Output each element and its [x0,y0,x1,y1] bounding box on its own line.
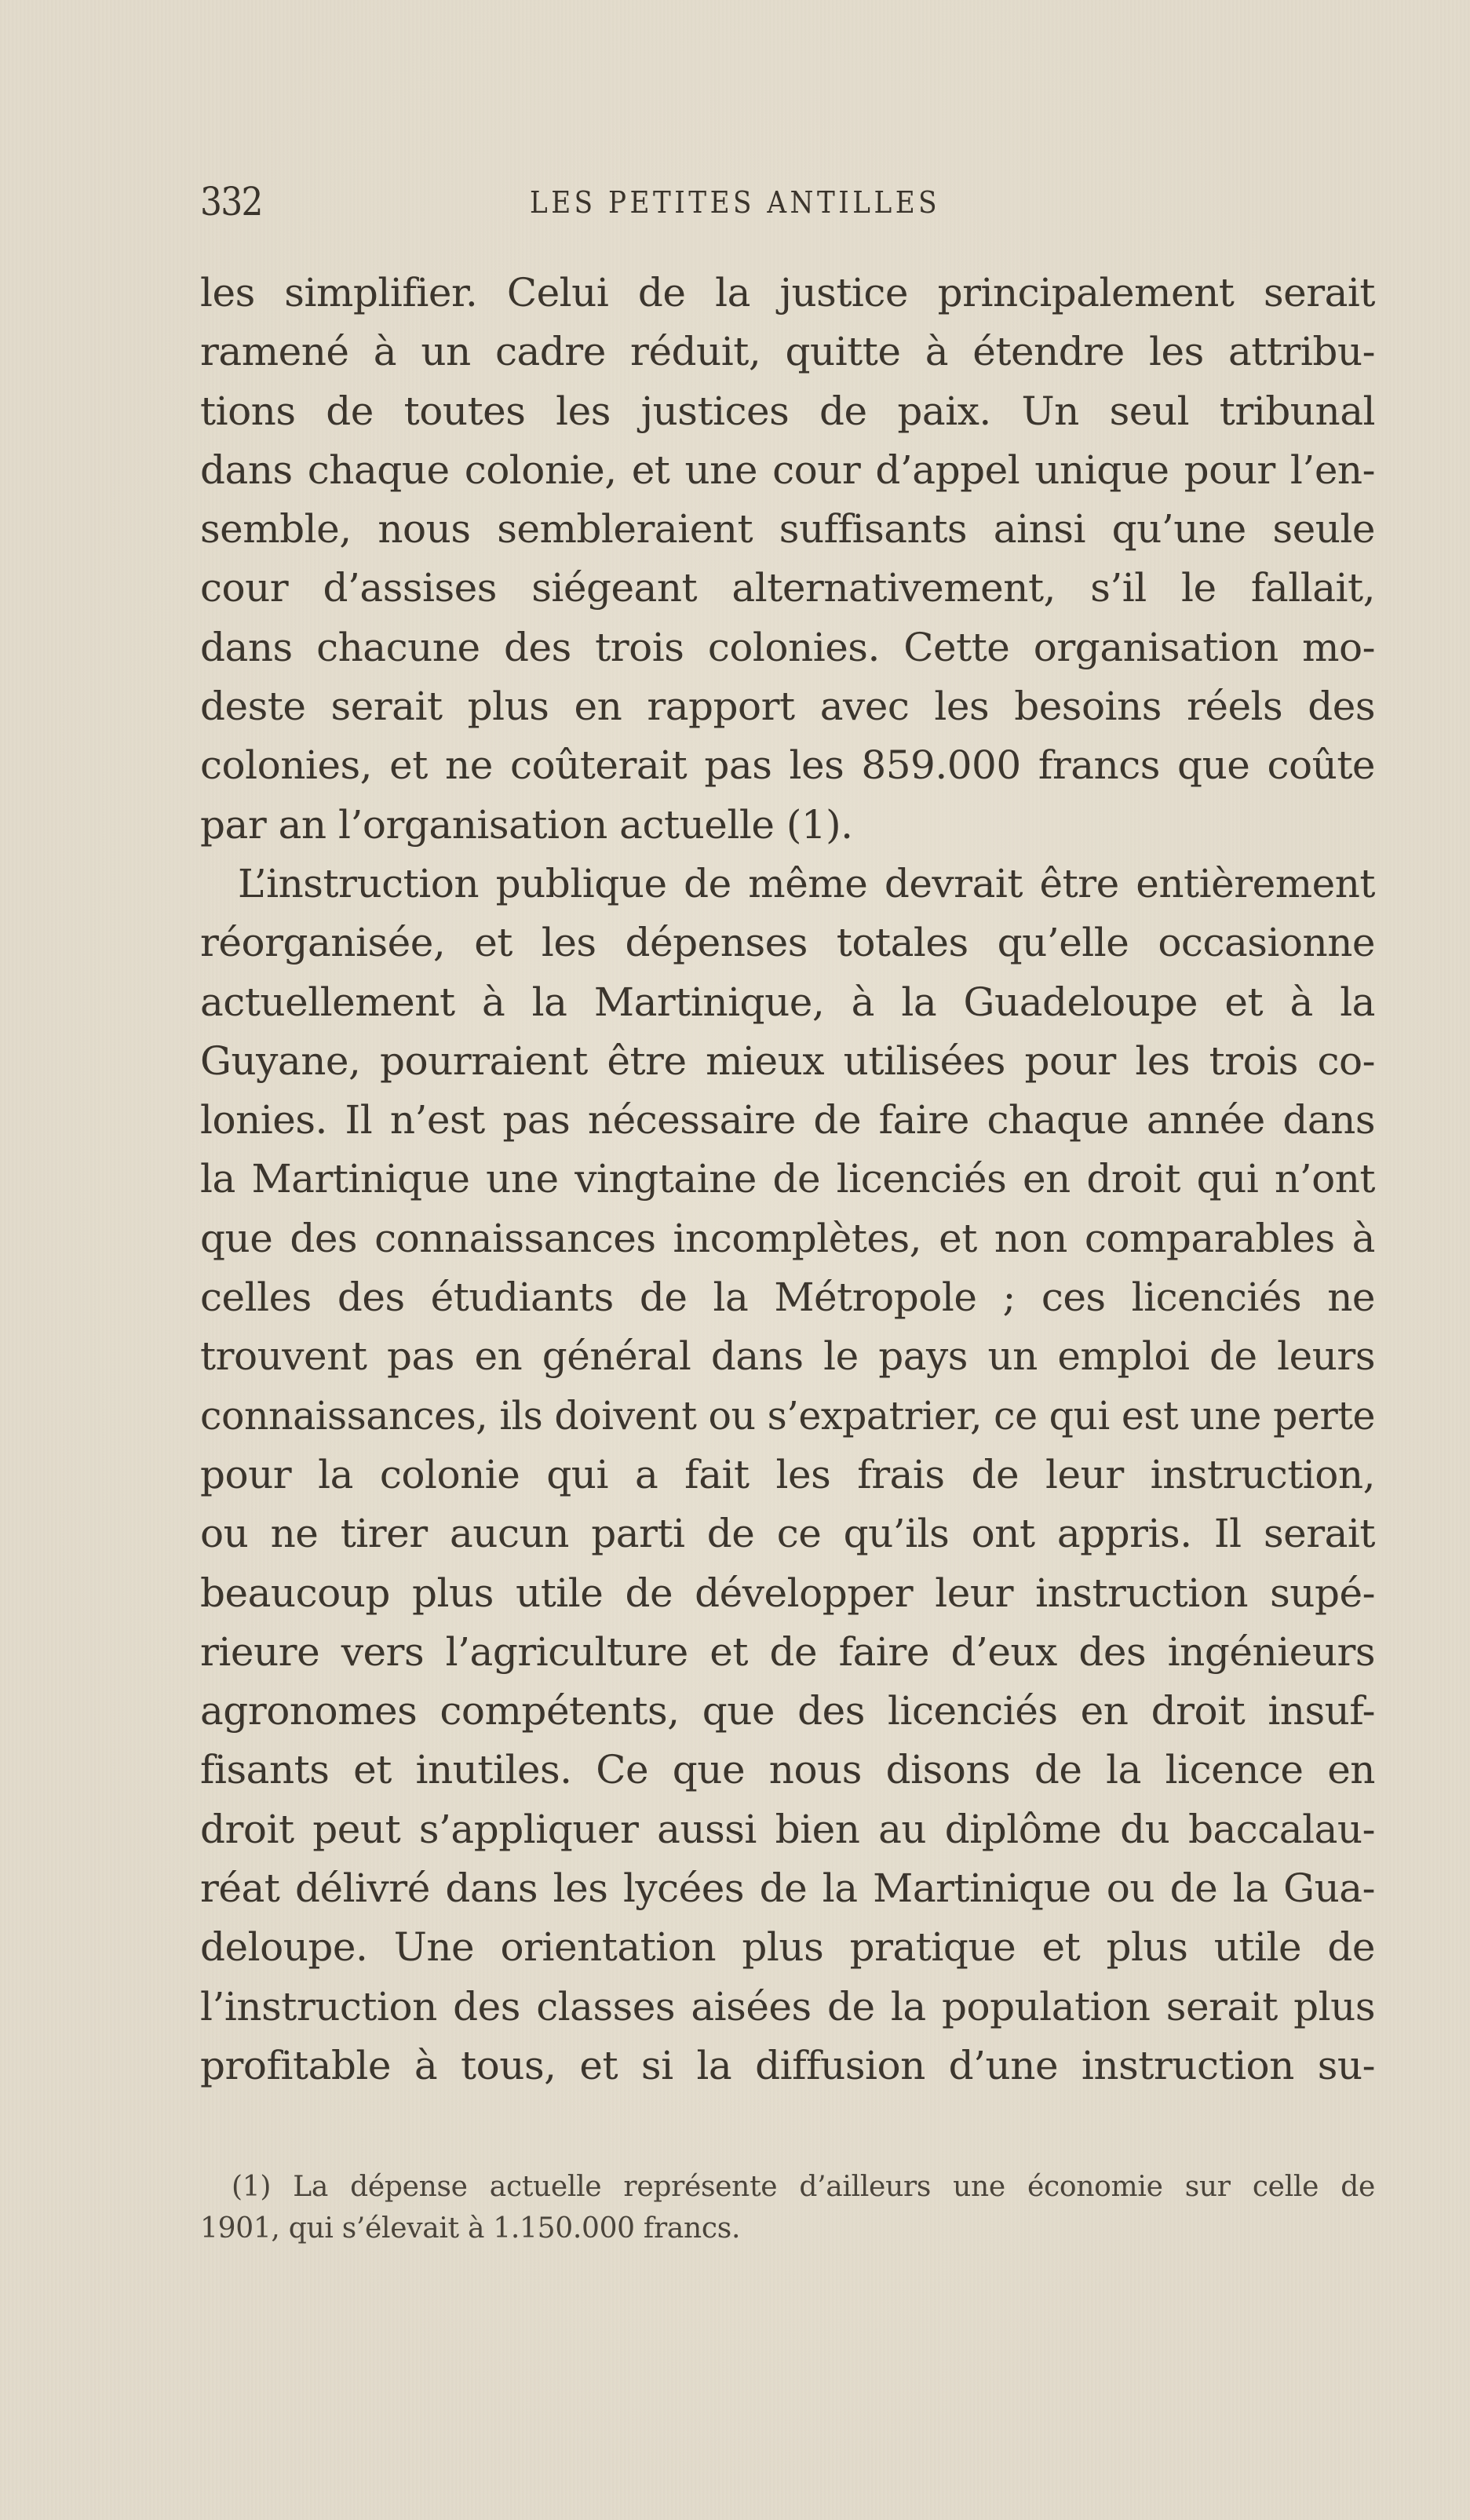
text-line: que des connaissances incomplètes, et non comparables à [200,1215,1375,1261]
text-line: actuellement à la Martinique, à la Guadeloupe et à la [200,979,1375,1025]
text-line: celles des étudiants de la Métropole ; ces licenciés ne [200,1275,1375,1321]
text-line: deloupe. Une orientation plus pratique et plus utile de [200,1924,1375,1971]
page-header [200,179,1377,226]
text-line: rieure vers l’agriculture et de faire d’eux des ingénieurs [200,1628,1375,1675]
text-line: cour d’assises siégeant alternativement, s’il le fallait, [200,565,1375,611]
text-line: la Martinique une vingtaine de licenciés en droit qui n’ont [200,1156,1375,1202]
page-number: 332 [200,179,262,224]
text-line: pour la colonie qui a fait les frais de leur instruction, [200,1451,1375,1497]
paragraph-end-line: par an l’organisation actuelle (1). [200,801,853,848]
text-line: les simplifier. Celui de la justice principalement serait [200,270,1375,315]
text-line: colonies, et ne coûterait pas les 859.000 francs que coûte [200,742,1375,789]
text-line: trouvent pas en général dans le pays un emploi de leurs [200,1333,1375,1380]
text-line: lonies. Il n’est pas nécessaire de faire chaque année dans [200,1097,1375,1143]
running-title: LES PETITES ANTILLES [530,185,941,220]
text-line: l’instruction des classes aisées de la population serait plus [200,1983,1375,2029]
text-line: réat délivré dans les lycées de la Martinique ou de la Gua- [200,1865,1375,1912]
text-line: profitable à tous, et si la diffusion d’une instruction su- [200,2042,1375,2088]
text-line: ramené à un cadre réduit, quitte à étendre les attribu- [200,329,1375,375]
footnotes [200,2166,1377,2249]
text-line: fisants et inutiles. Ce que nous disons de la licence en [200,1747,1375,1793]
text-line: tions de toutes les justices de paix. Un seul tribunal [200,388,1375,434]
text-line: beaucoup plus utile de développer leur instruction supé- [200,1570,1375,1616]
text-line: ou ne tirer aucun parti de ce qu’ils ont appris. Il serait [200,1511,1375,1557]
text-line: semble, nous sembleraient suffisants ainsi qu’une seule [200,506,1375,553]
text-line: connaissances, ils doivent ou s’expatrier, ce qui est une perte [200,1392,1375,1439]
text-line: deste serait plus en rapport avec les besoins réels des [200,684,1375,730]
footnote-line: (1) La dépense actuelle représente d’ailleurs une économie sur celle de [232,2171,1375,2203]
text-line: agronomes compétents, que des licenciés en droit insuf- [200,1688,1375,1734]
body-text [200,264,1377,2095]
text-line: Guyane, pourraient être mieux utilisées pour les trois co- [200,1038,1375,1084]
text-line: droit peut s’appliquer aussi bien au diplôme du baccalau- [200,1806,1375,1852]
text-line: dans chacune des trois colonies. Cette organisation mo- [200,624,1375,670]
text-line: réorganisée, et les dépenses totales qu’elle occasionne [200,920,1375,966]
paragraph-start-line: L’instruction publique de même devrait être entièrement [238,860,1375,906]
text-line: dans chaque colonie, et une cour d’appel unique pour l’en- [200,447,1375,493]
footnote-line: 1901, qui s’élevait à 1.150.000 francs. [200,2212,741,2245]
